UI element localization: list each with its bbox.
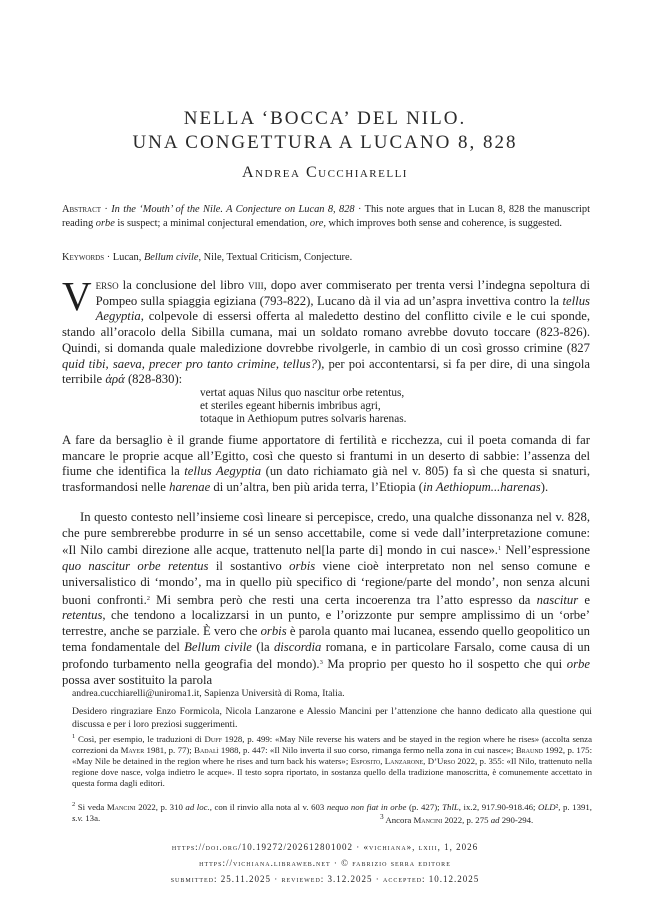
cited-author: Badalì — [194, 744, 219, 755]
latin-term: ad — [490, 814, 500, 825]
cited-author: Mancini — [413, 814, 443, 825]
keywords-text: · Lucan, — [104, 252, 144, 263]
footnote-marker[interactable]: 2 — [146, 594, 150, 602]
text: (828-830): — [124, 372, 183, 387]
text: possa aver sostituito la parola — [62, 673, 213, 688]
keywords-label: Keywords — [62, 252, 105, 263]
verse-line: vertat aquas Nilus quo nascitur orbe retentus, — [200, 387, 405, 399]
latin-term: Bellum civile — [184, 639, 252, 654]
abstract-text: which improves both sense and coherence, is suggested. — [325, 218, 562, 229]
text: , ix.2, 917.90-918.46; — [458, 802, 539, 812]
text: Si veda — [75, 802, 107, 812]
abstract — [62, 203, 590, 231]
latin-term: orbe — [566, 657, 590, 672]
cited-author: Mayer — [120, 744, 145, 755]
paragraph-2 — [62, 433, 590, 496]
latin-term: retentus — [62, 608, 103, 623]
latin-term: nascitur — [536, 592, 579, 607]
latin-term: harenae — [169, 480, 211, 495]
latin-term: tellus Aegyptia — [184, 464, 262, 479]
submission-dates: submitted: 25.11.2025 · reviewed: 3.12.2025 · accepted: 10.12.2025 — [170, 874, 480, 884]
text: , colpevole di essersi offerta al maledetto destino del conflitto civile e le cui sponde, stando all’oracolo della Sibilla cumana, mai un soldato romano avrebbe dovuto toccare (823-826). Quindi, si domanda quale maledizione dovrebbe rivolgerle, in cambio di un così grosso crimine (827 — [62, 309, 590, 355]
text: è parola quanto mai lucanea, essendo quello geopolitico un tema fondamentale del — [62, 623, 590, 654]
author-affiliation: andrea.cucchiarelli@uniroma1.it, Sapienza Università di Roma, Italia. — [72, 688, 345, 699]
doi-link[interactable]: https://doi.org/10.19272/202612801002 · «vichiana», lxiii, 1, 2026 — [171, 842, 479, 852]
text: Nell’espressione — [501, 543, 591, 558]
abstract-separator: · — [101, 204, 112, 215]
reference-work: OLD — [538, 802, 556, 812]
text: Ma proprio per questo ho il sospetto che qui — [322, 657, 567, 672]
abstract-english-title: In the ‘Mouth’ of the Nile. A Conjecture on Lucan 8, 828 — [111, 204, 355, 215]
article-title-line-1: NELLA ‘BOCCA’ DEL NILO. — [183, 108, 467, 129]
book-number: viii — [248, 278, 264, 292]
latin-quote: quid tibi, saeva, precer pro tanto crimine, tellus? — [62, 356, 317, 371]
acknowledgement: Desidero ringraziare Enzo Formicola, Nicola Lanzarone e Alessio Mancini per l’attenzione che hanno dedicato alla questione qui discussa e per i loro preziosi suggerimenti. — [72, 706, 592, 730]
text: 290-294. — [499, 814, 534, 825]
text: 2022, p. 275 — [442, 814, 491, 825]
text: Mi sembra però che resti una certa incoerenza tra l’atto espresso da — [150, 592, 537, 607]
abstract-term: orbe — [95, 218, 115, 229]
keywords-text: , Nile, Textual Criticism, Conjecture. — [198, 252, 353, 263]
paragraph-1 — [62, 273, 591, 388]
text: 2022, p. 355: «Il Nilo, trattenuto nella regione dove nasce, volga indietro le acque». Il testo sopra riportato, in sostanza quello della tradizione manoscritta, è comunemente accettato in questa forma dagli editori. — [72, 755, 592, 788]
abstract-text: · This note argues that in Lucan 8, 828 the manuscript reading — [62, 204, 591, 229]
text: Ancora — [383, 814, 414, 825]
verse-line: et steriles egeant hibernis imbribus agri, — [200, 400, 381, 413]
cited-author: Duff — [204, 734, 222, 744]
text: A fare da bersaglio è il grande fiume apportatore di fertilità e ricchezza, cui il poeta comanda di far mancare le proprie acque all’Egitto, così che questo si frantumi in un deserto di sabbie: l’assenza del fiume che identifica la — [62, 433, 590, 479]
text: romana, e in particolare Farsalo, come causa di un profondo turbamento nella geografia del mondo). — [62, 639, 590, 672]
text: 1981, p. 77); — [144, 744, 195, 755]
verse-quotation — [200, 387, 500, 427]
latin-quote: quo nascitur orbe retentus — [62, 559, 209, 574]
verse-line: totaque in Aethiopum putres solvaris harenas. — [200, 413, 407, 426]
text: In questo contesto nell’insieme così lineare si percepisce, credo, una qualche dissonanza nel v. 828, che pure sembrerebbe produrre in sé un senso accettabile, come si vede dall’interpretazione comune: «Il Nilo cambi direzione alle acque, trattenuto nel[la parte di] mondo in cui nasce». — [62, 510, 590, 558]
latin-term: orbis — [289, 559, 316, 574]
drop-cap: V — [62, 273, 92, 319]
abstract-term: ore, — [309, 218, 326, 229]
text: (la — [251, 639, 274, 654]
footnote-marker[interactable]: 1 — [497, 545, 502, 553]
text: e — [578, 592, 590, 607]
text: , che tendono a localizzarsi in un punto, e l’orizzonte pur sempre amplissimo di un ‘orbe’ terrestre, anche se parziale. È vero che — [62, 608, 590, 638]
greek-term: ἀρά — [105, 372, 125, 387]
author-name: Andrea Cucchiarelli — [242, 164, 408, 181]
paragraph-3 — [62, 510, 590, 689]
footnote-1 — [72, 732, 592, 789]
text: la conclusione del libro — [118, 278, 249, 292]
abstract-label: Abstract — [62, 204, 102, 215]
text: , con il rinvio alla nota al v. 603 — [209, 802, 327, 812]
text: ). — [540, 480, 549, 495]
keywords — [62, 251, 590, 265]
article-title-line-2: UNA CONGETTURA A LUCANO 8, 828 — [132, 132, 518, 153]
text: 1928, p. 499: «May Nile reverse his waters and be stayed in the region where he rises» (accolta senza correzioni da — [72, 734, 592, 755]
cited-author: Esposito, Lanzarone, D’Urso — [350, 755, 456, 766]
text: il sostantivo — [208, 559, 290, 574]
text: 1992, p. 175: «May Nile be detained in the region where he rises and turn back his waters»; — [72, 744, 593, 766]
footnote-3 — [380, 812, 610, 826]
latin-term: tellus Aegyptia — [95, 293, 590, 324]
latin-term: orbis — [260, 623, 287, 638]
cited-author: Mancini — [106, 802, 136, 812]
reference-work: ThlL — [442, 802, 459, 812]
text: (p. 427); — [406, 802, 443, 812]
publisher-link[interactable]: https://vichiana.libraweb.net · © fabrizio serra editore — [199, 858, 451, 868]
text: , dopo aver commiserato per trenta versi l’indegna sepoltura di Pompeo sulla spiaggia egiziana (793-822), Lucano dà il via ad un’aspra invettiva contro la — [95, 278, 590, 308]
text: ), per poi accontentarsi, si fa per dire, di una singola terribile — [62, 356, 591, 387]
footnote-number: 1 — [72, 733, 76, 740]
latin-quote: nequo non fiat in orbe — [326, 802, 407, 812]
opening-smallcaps: erso — [95, 278, 119, 292]
footnote-number: 3 — [380, 812, 384, 821]
latin-term: s.v. — [72, 812, 84, 823]
text: Così, per esempio, le traduzioni di — [75, 734, 205, 744]
footnote-number: 2 — [72, 801, 76, 808]
keywords-term: Bellum civile — [143, 252, 199, 263]
cited-author: Braund — [515, 744, 544, 755]
text: (un dato richiamato già nel v. 805) fa sì che questa si snaturi, trasformandosi nelle — [62, 464, 590, 495]
text: viene cioè interpretato non nel senso comune e universalistico di ‘mondo’, ma in quello più specifico di ‘regione/parte del mondo’, non senza alcuni buoni confronti. — [62, 559, 590, 607]
footnote-marker[interactable]: 3 — [319, 659, 323, 667]
text: 13a. — [83, 812, 101, 823]
latin-term: in Aethiopum...harenas — [423, 480, 541, 495]
abstract-text: is suspect; a minimal conjectural emendation, — [114, 218, 310, 229]
text: 1988, p. 447: «Il Nilo inverta il suo corso, rimanga fermo nella zona in cui nasce»; — [218, 744, 516, 755]
text: 2022, p. 310 — [135, 802, 186, 812]
text: di un’altra, ben più arida terra, l’Etiopia ( — [210, 480, 424, 495]
latin-term: ad loc. — [185, 802, 210, 812]
text: ², p. 1391, — [555, 802, 592, 812]
latin-term: discordia — [273, 639, 322, 654]
